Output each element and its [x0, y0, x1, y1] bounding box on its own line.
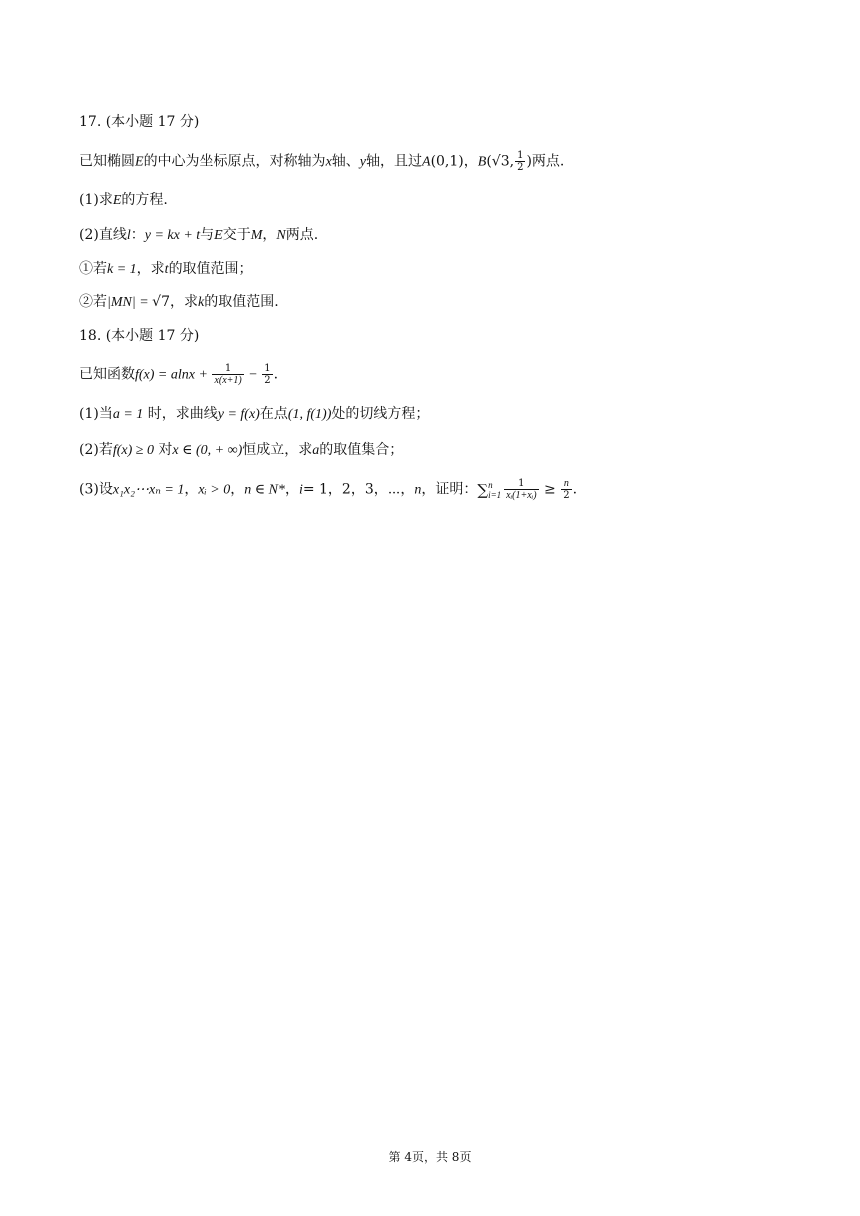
fraction: $\frac{n}{2}$	[563, 478, 570, 501]
q17-part1: (1)求E的方程.	[79, 192, 168, 208]
summation-symbol: ∑	[477, 480, 489, 499]
fraction: $\frac{1}{2}$	[517, 150, 524, 173]
page-footer: 第 4页，共 8页	[388, 1150, 472, 1164]
q18-part2: (2)若f(x) ≥ 0 对x ∈ (0, + ∞)恒成立，求a的取值集合；	[79, 442, 404, 458]
q18-intro: 已知函数f(x) = alnx + $\frac{1}{x(x+1)}$ − $\frac{1}{2}$ .	[79, 363, 279, 386]
q18-part1: (1)当a = 1 时，求曲线y = f(x)在点(1, f(1))处的切线方程；	[79, 406, 430, 422]
q17-part2-sub2: ②若|MN| = √7，求k的取值范围.	[79, 294, 279, 310]
q17-heading: 17. (本小题 17 分)	[79, 114, 200, 130]
fraction: $\frac{1}{\text{xᵢ(1+xᵢ)}}$	[506, 478, 537, 501]
q18-heading: 18. (本小题 17 分)	[79, 328, 200, 344]
q18-part3: (3)设x₁x₂⋯xₙ = 1，xᵢ > 0，n ∈ N*，i= 1，2，3，⋯，n，证明：∑ n i=1 $\frac{1}{\text{xᵢ(1+xᵢ)}}$ ≥ $\frac{n}{2}$ .	[79, 478, 578, 501]
q17-part2: (2)直线l：y = kx + t与E交于M，N两点.	[79, 227, 319, 243]
summation-limits: n i=1	[488, 479, 502, 500]
fraction: $\frac{1}{x(x+1)}$	[214, 363, 242, 386]
fraction: $\frac{1}{2}$	[264, 363, 271, 386]
q17-part2-sub1: ①若k = 1，求t的取值范围；	[79, 261, 253, 277]
q17-intro: 已知椭圆E的中心为坐标原点，对称轴为x轴、y轴，且过A(0,1)，B(√3, $\frac{1}{2}$ )两点.	[79, 150, 565, 173]
